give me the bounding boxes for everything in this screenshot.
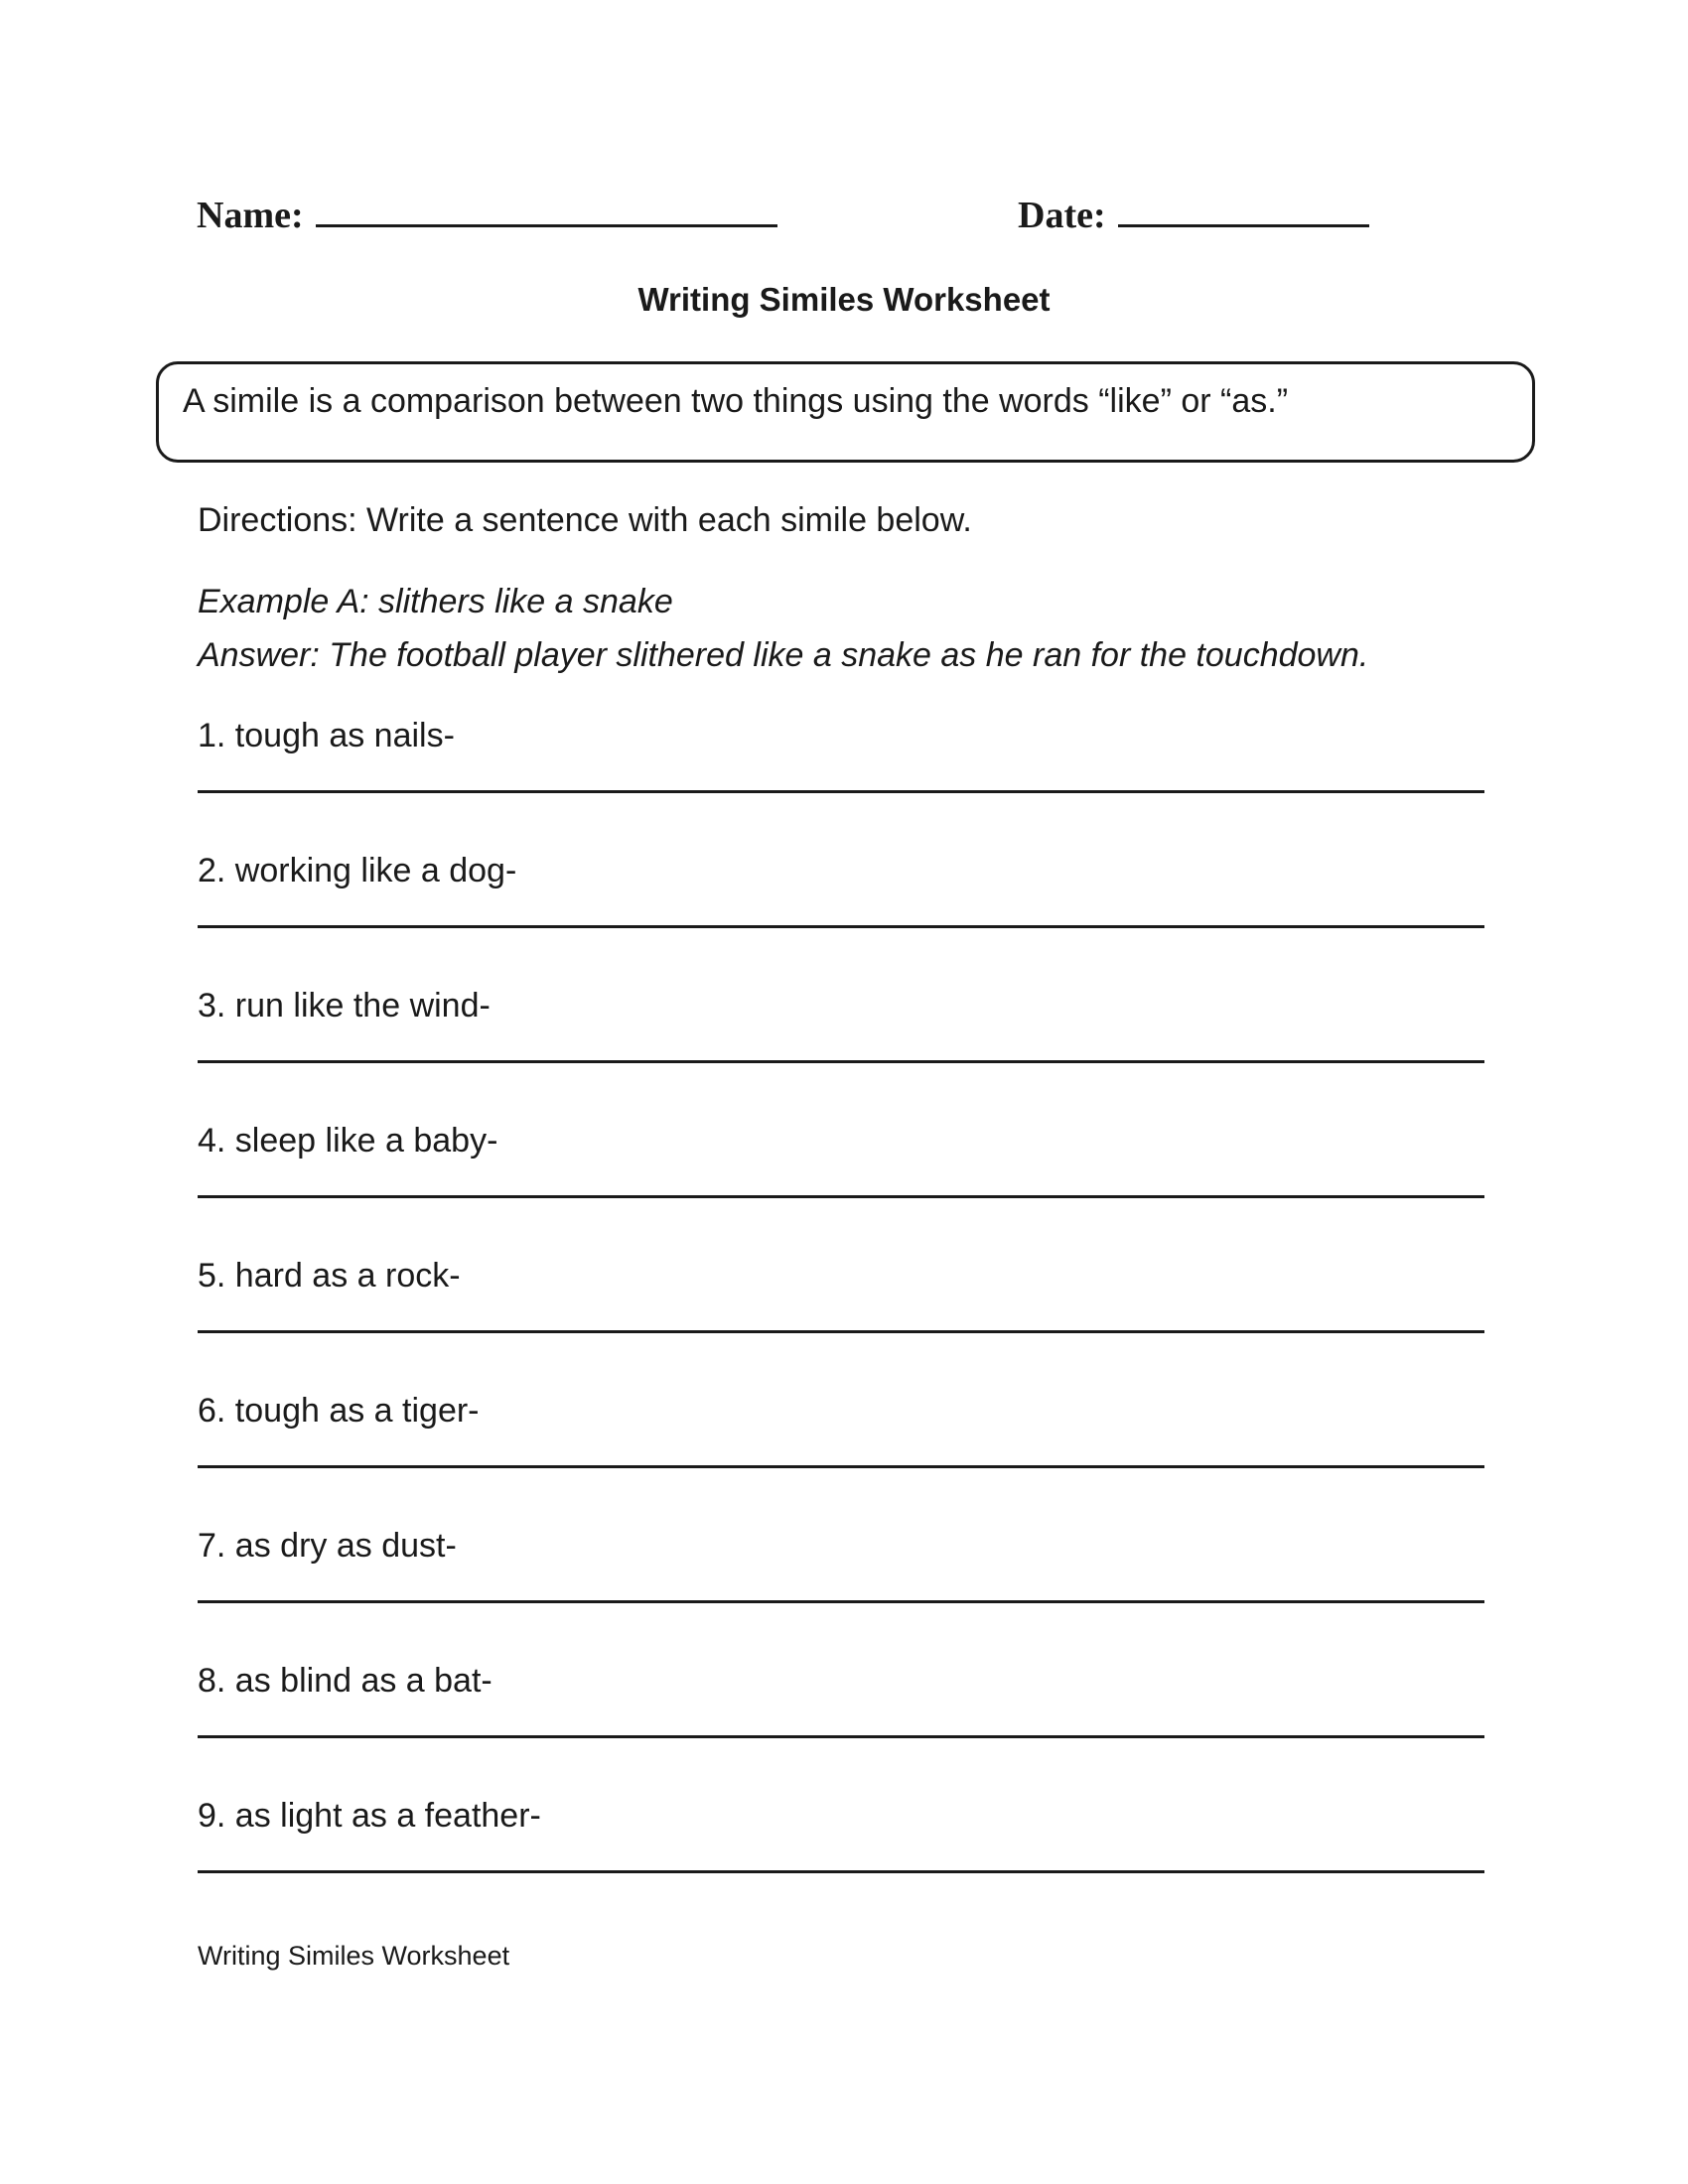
question-prompt: 4. sleep like a baby-: [198, 1122, 498, 1160]
question-prompt: 6. tough as a tiger-: [198, 1392, 480, 1430]
directions-text: Directions: Write a sentence with each simile below.: [198, 501, 972, 539]
question-prompt: 5. hard as a rock-: [198, 1257, 461, 1295]
date-label: Date:: [1018, 195, 1106, 236]
question-prompt: 2. working like a dog-: [198, 852, 517, 889]
answer-line[interactable]: [198, 1870, 1484, 1873]
question-item: [198, 1257, 1484, 1396]
question-item: [198, 987, 1484, 1126]
answer-line[interactable]: [198, 925, 1484, 928]
question-item: [198, 1527, 1484, 1666]
example-prompt: Example A: slithers like a snake: [198, 583, 673, 620]
question-item: [198, 717, 1484, 856]
question-prompt: 1. tough as nails-: [198, 717, 455, 754]
answer-line[interactable]: [198, 1330, 1484, 1333]
answer-line[interactable]: [198, 790, 1484, 793]
date-blank-line[interactable]: [1118, 195, 1369, 227]
answer-line[interactable]: [198, 1735, 1484, 1738]
question-item: [198, 852, 1484, 991]
name-blank-line[interactable]: [316, 195, 777, 227]
worksheet-header: [0, 194, 1688, 253]
name-field: [197, 194, 777, 237]
question-item: [198, 1392, 1484, 1531]
definition-text: A simile is a comparison between two things using the words “like” or “as.”: [183, 382, 1289, 420]
date-field: [1018, 194, 1369, 237]
question-item: [198, 1662, 1484, 1801]
question-item: [198, 1797, 1484, 1936]
answer-line[interactable]: [198, 1465, 1484, 1468]
example-answer: Answer: The football player slithered like a snake as he ran for the touchdown.: [198, 636, 1369, 674]
page-footer: Writing Similes Worksheet: [198, 1941, 510, 1971]
answer-line[interactable]: [198, 1600, 1484, 1603]
question-item: [198, 1122, 1484, 1261]
name-label: Name:: [197, 195, 304, 236]
definition-box: [156, 361, 1535, 463]
worksheet-title: Writing Similes Worksheet: [637, 281, 1051, 318]
question-prompt: 3. run like the wind-: [198, 987, 491, 1024]
answer-line[interactable]: [198, 1060, 1484, 1063]
question-prompt: 9. as light as a feather-: [198, 1797, 541, 1835]
answer-line[interactable]: [198, 1195, 1484, 1198]
question-prompt: 7. as dry as dust-: [198, 1527, 457, 1565]
question-prompt: 8. as blind as a bat-: [198, 1662, 492, 1700]
